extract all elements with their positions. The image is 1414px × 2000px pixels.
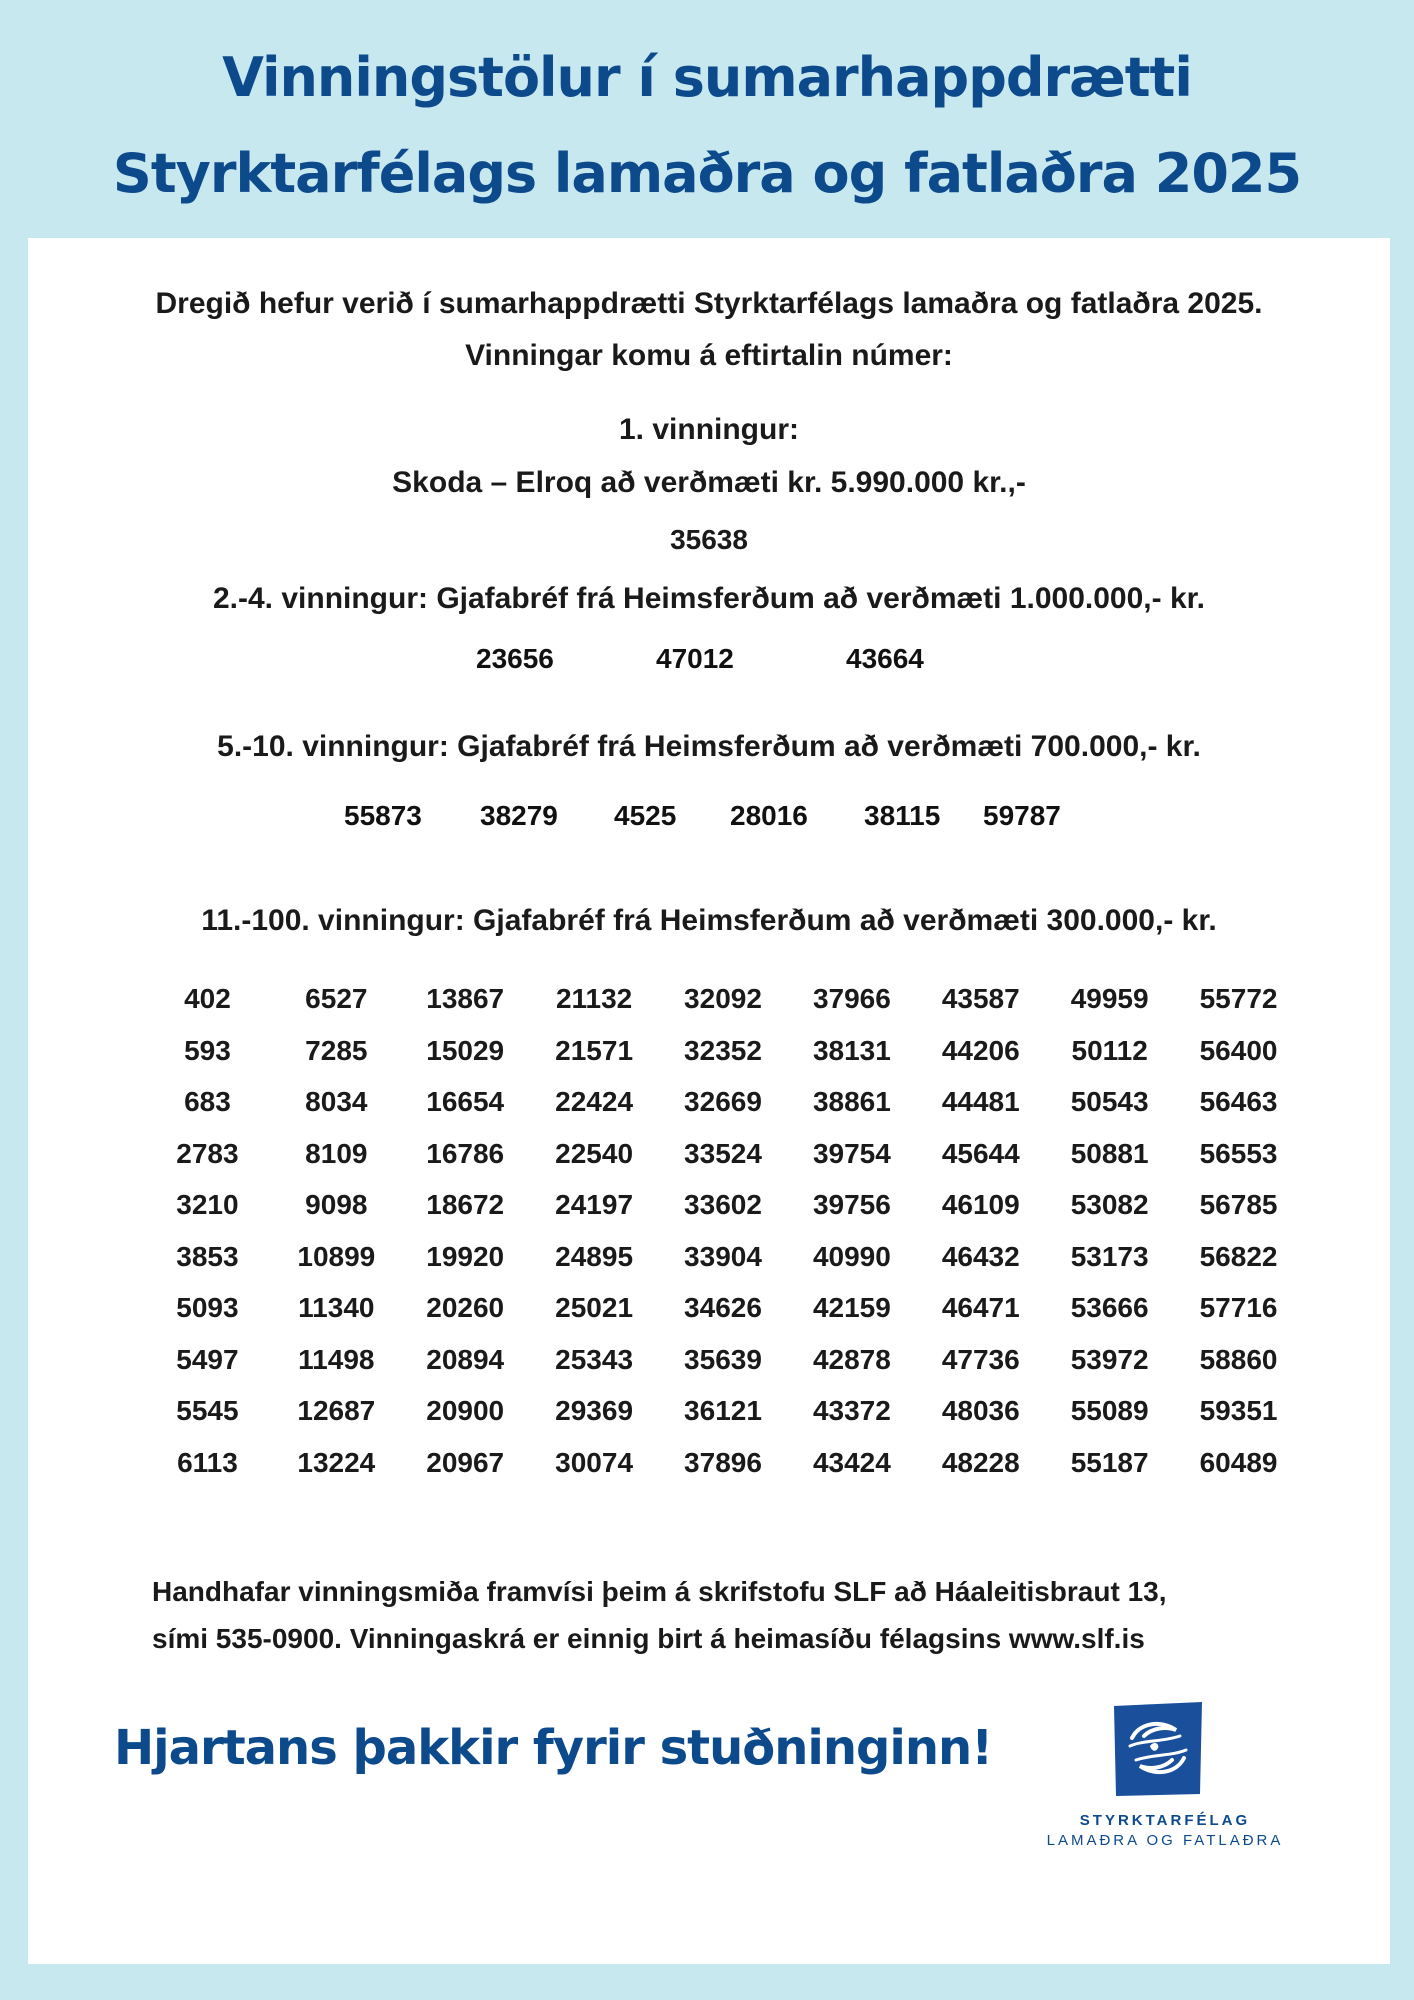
winning-number: 3210 xyxy=(176,1189,239,1220)
intro-line-2: Vinningar komu á eftirtalin númer: xyxy=(465,339,953,372)
winning-number: 19920 xyxy=(426,1240,505,1272)
prize11-100-heading: 11.-100. vinningur: Gjafabréf frá Heimsferðum að verðmæti 300.000,- kr. xyxy=(201,904,1217,937)
winning-number: 55772 xyxy=(1199,983,1278,1014)
winning-number: 44481 xyxy=(941,1086,1020,1117)
winning-number: 47012 xyxy=(656,643,734,674)
winning-number: 37966 xyxy=(812,983,891,1014)
page-title xyxy=(0,30,1414,222)
winning-number: 43664 xyxy=(846,643,924,674)
title-line-2: Styrktarfélags lamaðra og fatlaðra 2025 xyxy=(112,142,1302,205)
winning-number: 37896 xyxy=(684,1446,762,1478)
prize5-10-numbers xyxy=(28,800,1390,840)
winning-number: 59787 xyxy=(983,800,1061,831)
winning-number: 46432 xyxy=(941,1240,1020,1272)
winning-number: 36121 xyxy=(684,1395,762,1426)
claim-instructions xyxy=(152,1568,1302,1662)
thank-you-message: Hjartans þakkir fyrir stuðninginn! xyxy=(114,1720,993,1776)
prize2-4-numbers xyxy=(28,643,1390,683)
winning-number: 32092 xyxy=(684,983,762,1014)
winning-number: 59351 xyxy=(1199,1395,1278,1426)
organization-logo xyxy=(1000,1700,1330,1870)
prize11-100-number-grid xyxy=(143,973,1303,1488)
claim-line-1: Handhafar vinningsmiða framvísi þeim á skrifstofu SLF að Háaleitisbraut 13, xyxy=(152,1576,1167,1607)
winning-number: 53173 xyxy=(1070,1240,1149,1272)
winning-number: 20894 xyxy=(426,1343,505,1375)
winning-number: 13867 xyxy=(426,983,505,1014)
winning-number: 39756 xyxy=(812,1189,891,1220)
winning-number: 48228 xyxy=(941,1446,1020,1478)
winning-number: 22540 xyxy=(555,1137,634,1169)
winning-number: 38115 xyxy=(864,800,941,831)
winning-number: 9098 xyxy=(305,1189,368,1220)
winning-number: 33904 xyxy=(684,1240,762,1272)
winning-number: 25343 xyxy=(555,1343,634,1375)
winning-number: 593 xyxy=(184,1034,231,1066)
winning-number: 38131 xyxy=(812,1034,891,1066)
winning-number: 32669 xyxy=(684,1086,762,1117)
winning-number: 15029 xyxy=(426,1034,505,1066)
winning-number: 5545 xyxy=(176,1395,239,1426)
winning-number: 35639 xyxy=(684,1343,762,1375)
winning-number: 57716 xyxy=(1199,1292,1278,1323)
winning-number: 55873 xyxy=(344,800,422,831)
prize1-description: Skoda – Elroq að verðmæti kr. 5.990.000 kr.,- xyxy=(392,466,1026,499)
winning-number: 44206 xyxy=(941,1034,1020,1066)
winning-number: 32352 xyxy=(684,1034,762,1066)
winning-number: 40990 xyxy=(812,1240,891,1272)
winning-number: 33602 xyxy=(684,1189,762,1220)
winning-number: 49959 xyxy=(1070,983,1149,1014)
winning-number: 46471 xyxy=(941,1292,1020,1323)
winning-number: 53972 xyxy=(1070,1343,1149,1375)
winning-number: 42878 xyxy=(812,1343,891,1375)
winning-number: 24197 xyxy=(555,1189,634,1220)
winning-number: 45644 xyxy=(941,1137,1020,1169)
winning-number: 28016 xyxy=(730,800,808,831)
winning-number: 13224 xyxy=(297,1446,376,1478)
winning-number: 47736 xyxy=(941,1343,1020,1375)
winning-number: 8109 xyxy=(305,1137,368,1169)
winning-number: 53666 xyxy=(1070,1292,1149,1323)
winning-number: 56553 xyxy=(1199,1137,1278,1169)
winning-number: 18672 xyxy=(426,1189,505,1220)
winning-number: 25021 xyxy=(555,1292,634,1323)
winning-number: 11340 xyxy=(298,1292,375,1323)
winning-number: 39754 xyxy=(812,1137,891,1169)
logo-text-line-2: LAMAÐRA OG FATLAÐRA xyxy=(1046,1832,1284,1849)
winning-number: 11498 xyxy=(298,1343,375,1375)
winning-number: 16654 xyxy=(426,1086,505,1117)
intro-line-1: Dregið hefur verið í sumarhappdrætti Styrktarfélags lamaðra og fatlaðra 2025. xyxy=(155,287,1263,320)
winning-number: 21571 xyxy=(555,1034,634,1066)
winning-number: 43587 xyxy=(941,983,1020,1014)
winning-number: 20900 xyxy=(426,1395,505,1426)
logo-text-line-1: STYRKTARFÉLAG xyxy=(1079,1812,1251,1829)
claim-line-2: sími 535-0900. Vinningaskrá er einnig birt á heimasíðu félagsins www.slf.is xyxy=(152,1623,1145,1654)
winning-number: 8034 xyxy=(305,1086,368,1117)
winning-number: 50543 xyxy=(1070,1086,1149,1117)
winning-number: 48036 xyxy=(941,1395,1020,1426)
winning-number: 23656 xyxy=(476,643,554,674)
winning-number: 2783 xyxy=(176,1137,239,1169)
winning-number: 55089 xyxy=(1070,1395,1149,1426)
winning-number: 29369 xyxy=(555,1395,634,1426)
winning-number: 56463 xyxy=(1199,1086,1278,1117)
winning-number: 46109 xyxy=(941,1189,1020,1220)
winning-number: 10899 xyxy=(297,1240,376,1272)
prize1-number: 35638 xyxy=(670,524,748,555)
winning-number: 42159 xyxy=(812,1292,891,1323)
prize1-heading: 1. vinningur: xyxy=(619,413,799,446)
hands-heart-icon xyxy=(1110,1700,1206,1798)
winning-number: 20260 xyxy=(426,1292,505,1323)
winning-number: 12687 xyxy=(297,1395,376,1426)
winning-number: 5093 xyxy=(176,1292,239,1323)
winning-number: 16786 xyxy=(426,1137,505,1169)
winning-number: 3853 xyxy=(176,1240,239,1272)
winning-number: 58860 xyxy=(1199,1343,1278,1375)
winning-number: 5497 xyxy=(176,1343,239,1375)
winning-number: 683 xyxy=(184,1086,231,1117)
winning-number: 38861 xyxy=(812,1086,891,1117)
intro-text xyxy=(28,278,1390,382)
winning-number: 43372 xyxy=(812,1395,891,1426)
winning-number: 55187 xyxy=(1070,1446,1149,1478)
winning-number: 7285 xyxy=(305,1034,368,1066)
winning-number: 4525 xyxy=(614,800,677,831)
prize5-10-heading: 5.-10. vinningur: Gjafabréf frá Heimsferðum að verðmæti 700.000,- kr. xyxy=(217,730,1201,763)
winning-number: 22424 xyxy=(555,1086,634,1117)
winning-number: 56400 xyxy=(1199,1034,1278,1066)
winning-number: 6527 xyxy=(305,983,368,1014)
winning-number: 50881 xyxy=(1070,1137,1149,1169)
winning-number: 53082 xyxy=(1070,1189,1149,1220)
winning-number: 38279 xyxy=(480,800,558,831)
title-line-1: Vinningstölur í sumarhappdrætti xyxy=(222,46,1192,109)
winning-number: 24895 xyxy=(555,1240,634,1272)
winning-number: 30074 xyxy=(555,1446,634,1478)
winning-number: 21132 xyxy=(555,983,633,1014)
winning-number: 20967 xyxy=(426,1446,505,1478)
winning-number: 56785 xyxy=(1199,1189,1278,1220)
winning-number: 402 xyxy=(184,983,231,1014)
winning-number: 50112 xyxy=(1071,1034,1148,1066)
winning-number: 33524 xyxy=(684,1137,762,1169)
winning-number: 34626 xyxy=(684,1292,762,1323)
winning-number: 56822 xyxy=(1199,1240,1278,1272)
winning-number: 60489 xyxy=(1199,1446,1278,1478)
winning-number: 6113 xyxy=(177,1446,238,1478)
winning-number: 43424 xyxy=(812,1446,891,1478)
prize2-4-heading: 2.-4. vinningur: Gjafabréf frá Heimsferðum að verðmæti 1.000.000,- kr. xyxy=(212,582,1205,615)
